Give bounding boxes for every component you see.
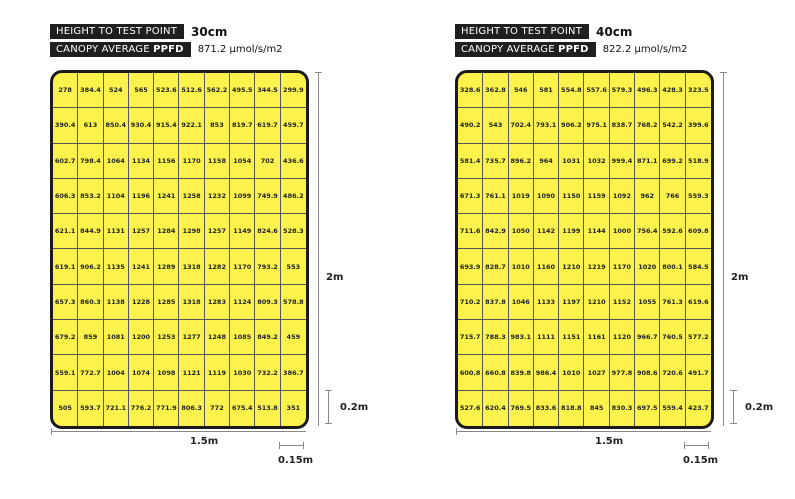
ppfd-cell: 1010 <box>509 249 534 284</box>
ppfd-cell: 906.2 <box>78 249 103 284</box>
ppfd-cell: 806.3 <box>179 391 204 426</box>
ppfd-cell: 459 <box>281 320 306 355</box>
ppfd-cell: 542.2 <box>660 108 685 143</box>
ppfd-cell: 386.7 <box>281 355 306 390</box>
ppfd-cell: 1121 <box>179 355 204 390</box>
ppfd-cell: 1158 <box>205 144 230 179</box>
ppfd-cell: 749.9 <box>255 179 280 214</box>
ppfd-cell: 966.7 <box>635 320 660 355</box>
ppfd-cell: 512.6 <box>179 73 204 108</box>
ppfd-cell: 620.4 <box>483 391 508 426</box>
ppfd-cell: 1074 <box>129 355 154 390</box>
ppfd-cell: 839.8 <box>509 355 534 390</box>
ppfd-cell: 1019 <box>509 179 534 214</box>
height-label-row <box>50 24 227 39</box>
width-dimension-tick-left <box>456 428 457 435</box>
ppfd-value: 822.2 μmol/s/m2 <box>602 44 688 55</box>
ppfd-cell: 546 <box>509 73 534 108</box>
ppfd-cell: 999.4 <box>610 144 635 179</box>
ppfd-value: 871.2 μmol/s/m2 <box>197 44 283 55</box>
ppfd-label-row <box>50 42 283 57</box>
ppfd-cell: 602.7 <box>53 144 78 179</box>
ppfd-cell: 523.6 <box>154 73 179 108</box>
width-dimension-tick-left <box>51 428 52 435</box>
ppfd-cell: 1004 <box>104 355 129 390</box>
ppfd-cell: 657.3 <box>53 285 78 320</box>
ppfd-cell: 1090 <box>534 179 559 214</box>
ppfd-cell: 553 <box>281 249 306 284</box>
ppfd-cell: 1156 <box>154 144 179 179</box>
ppfd-cell: 1248 <box>205 320 230 355</box>
ppfd-cell: 1064 <box>104 144 129 179</box>
ppfd-cell: 798.4 <box>78 144 103 179</box>
ppfd-cell: 833.6 <box>534 391 559 426</box>
cell-width-tick-left <box>279 442 280 449</box>
ppfd-cell: 513.8 <box>255 391 280 426</box>
ppfd-cell: 606.3 <box>53 179 78 214</box>
ppfd-cell: 328.6 <box>458 73 483 108</box>
ppfd-cell: 842.9 <box>483 214 508 249</box>
ppfd-grid <box>455 70 714 429</box>
ppfd-cell: 1032 <box>584 144 609 179</box>
ppfd-cell: 830.3 <box>610 391 635 426</box>
ppfd-cell: 518.9 <box>686 144 711 179</box>
ppfd-cell: 1241 <box>154 179 179 214</box>
ppfd-cell: 930.4 <box>129 108 154 143</box>
ppfd-cell: 1031 <box>559 144 584 179</box>
ppfd-cell: 1010 <box>559 355 584 390</box>
ppfd-cell: 527.6 <box>458 391 483 426</box>
ppfd-cell: 715.7 <box>458 320 483 355</box>
ppfd-cell: 565 <box>129 73 154 108</box>
ppfd-cell: 619.6 <box>686 285 711 320</box>
ppfd-cell: 986.4 <box>534 355 559 390</box>
ppfd-cell: 436.6 <box>281 144 306 179</box>
ppfd-cell: 1232 <box>205 179 230 214</box>
ppfd-cell: 505 <box>53 391 78 426</box>
ppfd-cell: 793.2 <box>255 249 280 284</box>
ppfd-cell: 491.7 <box>686 355 711 390</box>
cell-width-label: 0.15m <box>683 455 719 466</box>
ppfd-cell: 613 <box>78 108 103 143</box>
ppfd-cell: 1258 <box>179 179 204 214</box>
ppfd-label-row <box>455 42 688 57</box>
cell-height-label: 0.2m <box>745 402 774 413</box>
ppfd-cell: 384.4 <box>78 73 103 108</box>
cell-width-tick-left <box>684 442 685 449</box>
ppfd-cell: 554.8 <box>559 73 584 108</box>
ppfd-cell: 761.1 <box>483 179 508 214</box>
height-dimension-tick-top <box>720 72 727 73</box>
ppfd-panel-40cm <box>455 0 785 499</box>
cell-height-tick-top <box>325 390 332 391</box>
ppfd-cell: 679.2 <box>53 320 78 355</box>
ppfd-cell: 1138 <box>104 285 129 320</box>
ppfd-cell: 675.4 <box>230 391 255 426</box>
ppfd-cell: 699.2 <box>660 144 685 179</box>
ppfd-cell: 428.3 <box>660 73 685 108</box>
ppfd-cell: 559.4 <box>660 391 685 426</box>
ppfd-cell: 849.2 <box>255 320 280 355</box>
ppfd-cell: 600.8 <box>458 355 483 390</box>
ppfd-cell: 871.1 <box>635 144 660 179</box>
ppfd-cell: 1257 <box>129 214 154 249</box>
ppfd-cell: 299.9 <box>281 73 306 108</box>
ppfd-cell: 1318 <box>179 249 204 284</box>
ppfd-cell: 702 <box>255 144 280 179</box>
ppfd-cell: 1050 <box>509 214 534 249</box>
ppfd-cell: 906.2 <box>559 108 584 143</box>
ppfd-cell: 1283 <box>205 285 230 320</box>
ppfd-cell: 1081 <box>104 320 129 355</box>
ppfd-cell: 1289 <box>154 249 179 284</box>
ppfd-cell: 915.4 <box>154 108 179 143</box>
ppfd-cell: 1111 <box>534 320 559 355</box>
ppfd-cell: 838.7 <box>610 108 635 143</box>
ppfd-cell: 1170 <box>230 249 255 284</box>
ppfd-cell: 1142 <box>534 214 559 249</box>
ppfd-cell: 896.2 <box>509 144 534 179</box>
ppfd-cell: 1092 <box>610 179 635 214</box>
ppfd-cell: 828.7 <box>483 249 508 284</box>
ppfd-cell: 818.8 <box>559 391 584 426</box>
ppfd-cell: 853 <box>205 108 230 143</box>
ppfd-cell: 1197 <box>559 285 584 320</box>
ppfd-label <box>455 42 596 57</box>
ppfd-cell: 1055 <box>635 285 660 320</box>
height-dimension-label: 2m <box>326 272 344 283</box>
ppfd-cell: 710.2 <box>458 285 483 320</box>
ppfd-label-bold: PPFD <box>153 44 184 55</box>
height-dimension-line <box>318 72 319 426</box>
ppfd-cell: 771.9 <box>154 391 179 426</box>
ppfd-cell: 1196 <box>129 179 154 214</box>
ppfd-label-prefix: CANOPY AVERAGE <box>461 44 559 55</box>
ppfd-cell: 671.3 <box>458 179 483 214</box>
ppfd-cell: 1000 <box>610 214 635 249</box>
ppfd-cell: 1285 <box>154 285 179 320</box>
cell-width-label: 0.15m <box>278 455 314 466</box>
ppfd-cell: 977.8 <box>610 355 635 390</box>
height-dimension-line <box>723 72 724 426</box>
ppfd-cell: 562.2 <box>205 73 230 108</box>
cell-height-tick-bottom <box>730 423 737 424</box>
ppfd-cell: 772.7 <box>78 355 103 390</box>
ppfd-cell: 1284 <box>154 214 179 249</box>
ppfd-cell: 344.5 <box>255 73 280 108</box>
ppfd-cell: 581 <box>534 73 559 108</box>
ppfd-cell: 1054 <box>230 144 255 179</box>
width-dimension-label: 1.5m <box>595 436 624 447</box>
ppfd-cell: 1099 <box>230 179 255 214</box>
ppfd-cell: 809.3 <box>255 285 280 320</box>
ppfd-cell: 768.2 <box>635 108 660 143</box>
ppfd-cell: 732.2 <box>255 355 280 390</box>
ppfd-cell: 756.4 <box>635 214 660 249</box>
width-dimension-line <box>51 431 306 432</box>
ppfd-label <box>50 42 191 57</box>
ppfd-cell: 1124 <box>230 285 255 320</box>
ppfd-cell: 1298 <box>179 214 204 249</box>
cell-height-tick-top <box>730 390 737 391</box>
ppfd-cell: 1119 <box>205 355 230 390</box>
height-value: 40cm <box>596 24 633 39</box>
ppfd-grid <box>50 70 309 429</box>
height-label: HEIGHT TO TEST POINT <box>455 24 589 39</box>
ppfd-cell: 962 <box>635 179 660 214</box>
ppfd-cell: 486.2 <box>281 179 306 214</box>
ppfd-cell: 1210 <box>584 285 609 320</box>
ppfd-cell: 1134 <box>129 144 154 179</box>
ppfd-cell: 1200 <box>129 320 154 355</box>
cell-height-label: 0.2m <box>340 402 369 413</box>
ppfd-cell: 490.2 <box>458 108 483 143</box>
ppfd-cell: 459.7 <box>281 108 306 143</box>
ppfd-cell: 577.2 <box>686 320 711 355</box>
ppfd-cell: 1120 <box>610 320 635 355</box>
cell-width-dimension-line <box>279 445 304 446</box>
ppfd-cell: 720.6 <box>660 355 685 390</box>
ppfd-cell: 793.1 <box>534 108 559 143</box>
ppfd-cell: 837.8 <box>483 285 508 320</box>
ppfd-cell: 1149 <box>230 214 255 249</box>
ppfd-cell: 844.9 <box>78 214 103 249</box>
ppfd-cell: 1046 <box>509 285 534 320</box>
ppfd-cell: 1160 <box>534 249 559 284</box>
height-dimension-label: 2m <box>731 272 749 283</box>
ppfd-cell: 1131 <box>104 214 129 249</box>
ppfd-cell: 1159 <box>584 179 609 214</box>
ppfd-cell: 761.3 <box>660 285 685 320</box>
cell-height-dimension-line <box>733 390 734 424</box>
ppfd-cell: 496.3 <box>635 73 660 108</box>
ppfd-cell: 769.5 <box>509 391 534 426</box>
ppfd-cell: 1135 <box>104 249 129 284</box>
ppfd-cell: 853.2 <box>78 179 103 214</box>
ppfd-cell: 579.3 <box>610 73 635 108</box>
ppfd-cell: 362.8 <box>483 73 508 108</box>
ppfd-cell: 693.9 <box>458 249 483 284</box>
ppfd-cell: 619.7 <box>255 108 280 143</box>
ppfd-cell: 964 <box>534 144 559 179</box>
height-label: HEIGHT TO TEST POINT <box>50 24 184 39</box>
ppfd-cell: 609.8 <box>686 214 711 249</box>
cell-width-tick-right <box>708 442 709 449</box>
ppfd-cell: 543 <box>483 108 508 143</box>
ppfd-cell: 922.1 <box>179 108 204 143</box>
ppfd-cell: 1098 <box>154 355 179 390</box>
ppfd-cell: 399.6 <box>686 108 711 143</box>
cell-height-dimension-line <box>328 390 329 424</box>
ppfd-cell: 621.1 <box>53 214 78 249</box>
width-dimension-label: 1.5m <box>190 436 219 447</box>
ppfd-cell: 1020 <box>635 249 660 284</box>
ppfd-cell: 1282 <box>205 249 230 284</box>
ppfd-cell: 983.1 <box>509 320 534 355</box>
ppfd-cell: 1277 <box>179 320 204 355</box>
width-dimension-line <box>456 431 711 432</box>
ppfd-cell: 660.8 <box>483 355 508 390</box>
cell-width-tick-right <box>303 442 304 449</box>
ppfd-cell: 1219 <box>584 249 609 284</box>
ppfd-cell: 323.5 <box>686 73 711 108</box>
ppfd-cell: 578.8 <box>281 285 306 320</box>
ppfd-cell: 278 <box>53 73 78 108</box>
ppfd-cell: 1257 <box>205 214 230 249</box>
ppfd-cell: 1170 <box>610 249 635 284</box>
ppfd-cell: 711.6 <box>458 214 483 249</box>
ppfd-cell: 1144 <box>584 214 609 249</box>
ppfd-panel-30cm <box>50 0 380 499</box>
ppfd-cell: 697.5 <box>635 391 660 426</box>
ppfd-cell: 721.1 <box>104 391 129 426</box>
ppfd-cell: 1150 <box>559 179 584 214</box>
ppfd-cell: 850.4 <box>104 108 129 143</box>
ppfd-cell: 559.3 <box>686 179 711 214</box>
ppfd-cell: 1210 <box>559 249 584 284</box>
ppfd-cell: 1133 <box>534 285 559 320</box>
ppfd-cell: 859 <box>78 320 103 355</box>
ppfd-cell: 559.1 <box>53 355 78 390</box>
ppfd-cell: 800.1 <box>660 249 685 284</box>
ppfd-cell: 592.6 <box>660 214 685 249</box>
height-value: 30cm <box>191 24 228 39</box>
ppfd-cell: 735.7 <box>483 144 508 179</box>
ppfd-cell: 702.4 <box>509 108 534 143</box>
ppfd-cell: 1241 <box>129 249 154 284</box>
ppfd-cell: 1228 <box>129 285 154 320</box>
ppfd-label-bold: PPFD <box>558 44 589 55</box>
ppfd-cell: 1151 <box>559 320 584 355</box>
ppfd-cell: 619.1 <box>53 249 78 284</box>
ppfd-cell: 1170 <box>179 144 204 179</box>
ppfd-cell: 1152 <box>610 285 635 320</box>
ppfd-cell: 423.7 <box>688 404 709 413</box>
ppfd-cell: 1027 <box>584 355 609 390</box>
ppfd-cell: 845 <box>584 391 609 426</box>
ppfd-cell: 1253 <box>154 320 179 355</box>
ppfd-cell: 860.3 <box>78 285 103 320</box>
ppfd-cell: 593.7 <box>78 391 103 426</box>
ppfd-cell: 1161 <box>584 320 609 355</box>
ppfd-cell: 1199 <box>559 214 584 249</box>
height-dimension-tick-top <box>315 72 322 73</box>
ppfd-cell: 390.4 <box>53 108 78 143</box>
ppfd-cell: 584.5 <box>686 249 711 284</box>
ppfd-cell: 351 <box>286 404 301 413</box>
height-label-row <box>455 24 632 39</box>
ppfd-cell: 1030 <box>230 355 255 390</box>
ppfd-cell: 1104 <box>104 179 129 214</box>
ppfd-cell: 776.2 <box>129 391 154 426</box>
ppfd-cell: 766 <box>660 179 685 214</box>
ppfd-cell: 495.5 <box>230 73 255 108</box>
ppfd-cell: 824.6 <box>255 214 280 249</box>
ppfd-cell: 1318 <box>179 285 204 320</box>
ppfd-cell: 975.1 <box>584 108 609 143</box>
ppfd-cell: 760.5 <box>660 320 685 355</box>
cell-height-tick-bottom <box>325 423 332 424</box>
ppfd-cell: 528.3 <box>281 214 306 249</box>
ppfd-cell: 772 <box>205 391 230 426</box>
cell-width-dimension-line <box>684 445 709 446</box>
ppfd-label-prefix: CANOPY AVERAGE <box>56 44 154 55</box>
ppfd-cell: 788.3 <box>483 320 508 355</box>
ppfd-cell: 581.4 <box>458 144 483 179</box>
ppfd-cell: 1085 <box>230 320 255 355</box>
ppfd-cell: 557.6 <box>584 73 609 108</box>
ppfd-cell: 819.7 <box>230 108 255 143</box>
ppfd-cell: 524 <box>104 73 129 108</box>
ppfd-cell: 908.6 <box>635 355 660 390</box>
